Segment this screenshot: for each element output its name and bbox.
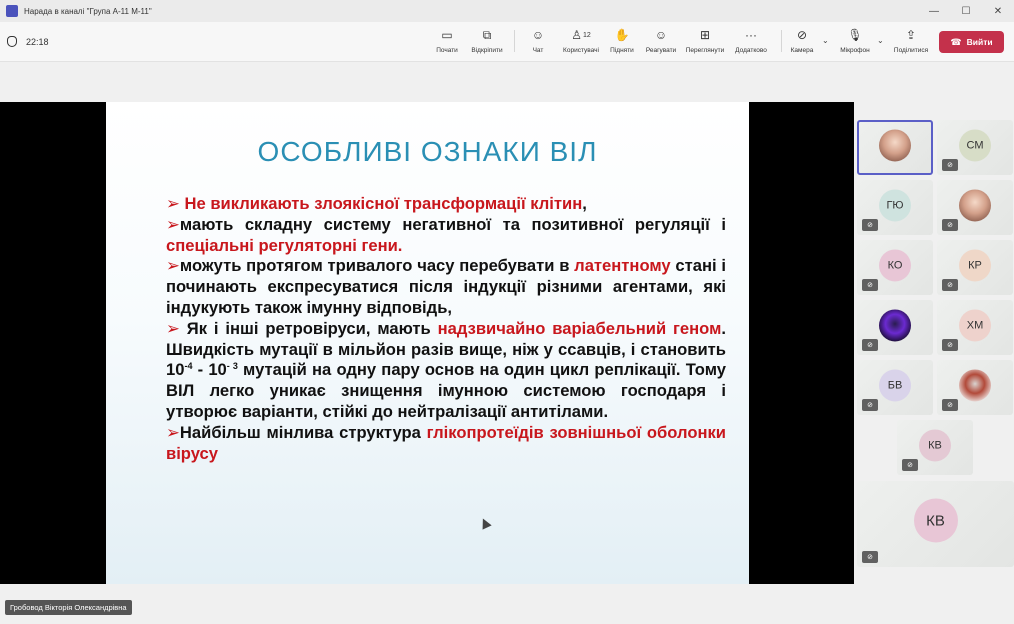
meeting-timer [7, 36, 49, 47]
share-icon: ⇪ [905, 28, 917, 42]
mic-options-chevron-icon[interactable]: ⌄ [877, 36, 884, 45]
avatar: БВ [879, 369, 911, 401]
participant-photo [959, 369, 991, 401]
participant-tile[interactable] [937, 360, 1013, 415]
mic-label: Мікрофон [840, 47, 870, 54]
mic-muted-icon: ⊘ [862, 339, 878, 351]
slide-body [166, 194, 726, 464]
view-button[interactable] [679, 26, 731, 54]
participant-tile[interactable] [857, 240, 933, 295]
chat-icon: ☺ [531, 28, 545, 42]
open-button[interactable] [461, 26, 513, 54]
presentation-slide [106, 102, 749, 584]
arrow-bullet-icon: ➢ [166, 256, 180, 276]
mic-muted-icon: ⊘ [942, 159, 958, 171]
participant-tile[interactable] [857, 120, 933, 175]
bullet-3: ➢можуть протягом тривалого часу перебувати в латентному стані і починають експресуватися після індукції різними агентами, які індукують також імунну відповідь, [166, 256, 726, 317]
bullet-1: ➢ Не викликають злоякісної трансформації клітин, [166, 194, 587, 213]
window-title: Нарада в каналі "Група А-11 М-11" [24, 6, 152, 16]
chat-label: Чат [532, 47, 544, 54]
people-icon: ♙ 12 [571, 28, 591, 42]
react-label: Реагувати [645, 47, 677, 54]
participant-tile[interactable] [857, 300, 933, 355]
mic-off-icon: 🎙︎ [847, 28, 863, 42]
share-label: Поділитися [893, 47, 929, 54]
mic-muted-icon: ⊘ [942, 339, 958, 351]
mic-muted-icon: ⊘ [902, 459, 918, 471]
pop-out-icon: ⧉ [482, 27, 492, 42]
participant-tile[interactable] [937, 240, 1013, 295]
participant-tile[interactable] [937, 180, 1013, 235]
presenter-name-tag: Гробовод Вікторія Олександрівна [5, 600, 132, 615]
shared-screen [0, 102, 854, 584]
people-label: Користувачі [563, 47, 599, 54]
mic-muted-icon: ⊘ [942, 279, 958, 291]
avatar: КВ [914, 498, 958, 542]
arrow-bullet-icon: ➢ [166, 194, 185, 213]
participant-tile[interactable] [937, 300, 1013, 355]
meeting-toolbar [0, 22, 1014, 62]
avatar: ГЮ [879, 189, 911, 221]
camera-off-icon: ⊘ [796, 28, 808, 42]
participant-tile[interactable] [897, 420, 973, 475]
avatar: КВ [919, 429, 951, 461]
minimize-button[interactable]: — [929, 5, 939, 17]
camera-button[interactable] [776, 26, 828, 54]
arrow-bullet-icon: ➢ [166, 214, 180, 234]
mic-muted-icon: ⊘ [942, 219, 958, 231]
avatar: КР [959, 249, 991, 281]
present-icon: ▭ [441, 28, 453, 42]
participant-photo [879, 129, 911, 161]
avatar: СМ [959, 129, 991, 161]
more-icon: ··· [745, 28, 757, 42]
slide-title: ОСОБЛИВІ ОЗНАКИ ВІЛ [257, 136, 598, 167]
share-button[interactable] [885, 26, 937, 54]
people-count: 12 [582, 31, 591, 39]
raise-label: Підняти [610, 47, 634, 54]
participant-photo [879, 309, 911, 341]
participant-tile[interactable] [857, 360, 933, 415]
arrow-bullet-icon: ➢ [166, 422, 180, 442]
camera-options-chevron-icon[interactable]: ⌄ [822, 36, 829, 45]
open-label: Відкріпити [471, 47, 503, 54]
close-button[interactable]: ✕ [993, 5, 1003, 17]
participant-photo [959, 189, 991, 221]
timer-text: 22:18 [26, 36, 49, 47]
view-label: Переглянути [685, 47, 725, 54]
more-label: Додатково [735, 47, 767, 54]
phone-hangup-icon: ☎ [950, 36, 962, 47]
mic-muted-icon: ⊘ [862, 219, 878, 231]
title-bar [0, 0, 1014, 22]
mic-button[interactable] [829, 26, 881, 54]
bullet-4: ➢ Як і інші ретровіруси, мають надзвичайно варіабельний геном. Швидкість мутації в мільйон разів вище, ніж у ссавців, і становить $10^{-4} - 10^{- 3}$ мутацій на одну пару основ на один цикл реплікації. Тому ВІЛ легко уникає знищення імунною системою господаря і утворює варіанти, стійкі до нейтралізації антитілами. [166, 318, 726, 421]
leave-button[interactable] [939, 31, 1004, 53]
more-button[interactable] [725, 26, 777, 54]
hand-icon: ✋ [614, 28, 630, 42]
mic-muted-icon: ⊘ [862, 399, 878, 411]
avatar: ХМ [959, 309, 991, 341]
start-label: Почати [436, 47, 458, 54]
bullet-2: ➢мають складну систему негативної та позитивної регуляції і спеціальні регуляторні гени. [166, 214, 726, 255]
avatar: КО [879, 249, 911, 281]
mic-muted-icon: ⊘ [862, 279, 878, 291]
grid-icon: ⊞ [699, 28, 711, 42]
window-controls [918, 0, 1014, 22]
participant-tile[interactable] [857, 180, 933, 235]
mic-muted-icon: ⊘ [942, 399, 958, 411]
arrow-bullet-icon: ➢ [166, 318, 180, 338]
participant-tile[interactable] [937, 120, 1013, 175]
teams-logo-icon [6, 5, 18, 17]
bullet-5: ➢Найбільш мінлива структура глікопротеїдів зовнішньої оболонки вірусу [166, 422, 726, 463]
maximize-button[interactable]: ☐ [961, 5, 971, 17]
mic-muted-icon: ⊘ [862, 551, 878, 563]
leave-label: Вийти [966, 37, 993, 47]
shield-icon [7, 36, 17, 47]
participant-tile[interactable] [857, 481, 1014, 567]
smiley-icon: ☺ [654, 28, 668, 42]
camera-label: Камера [790, 47, 814, 54]
